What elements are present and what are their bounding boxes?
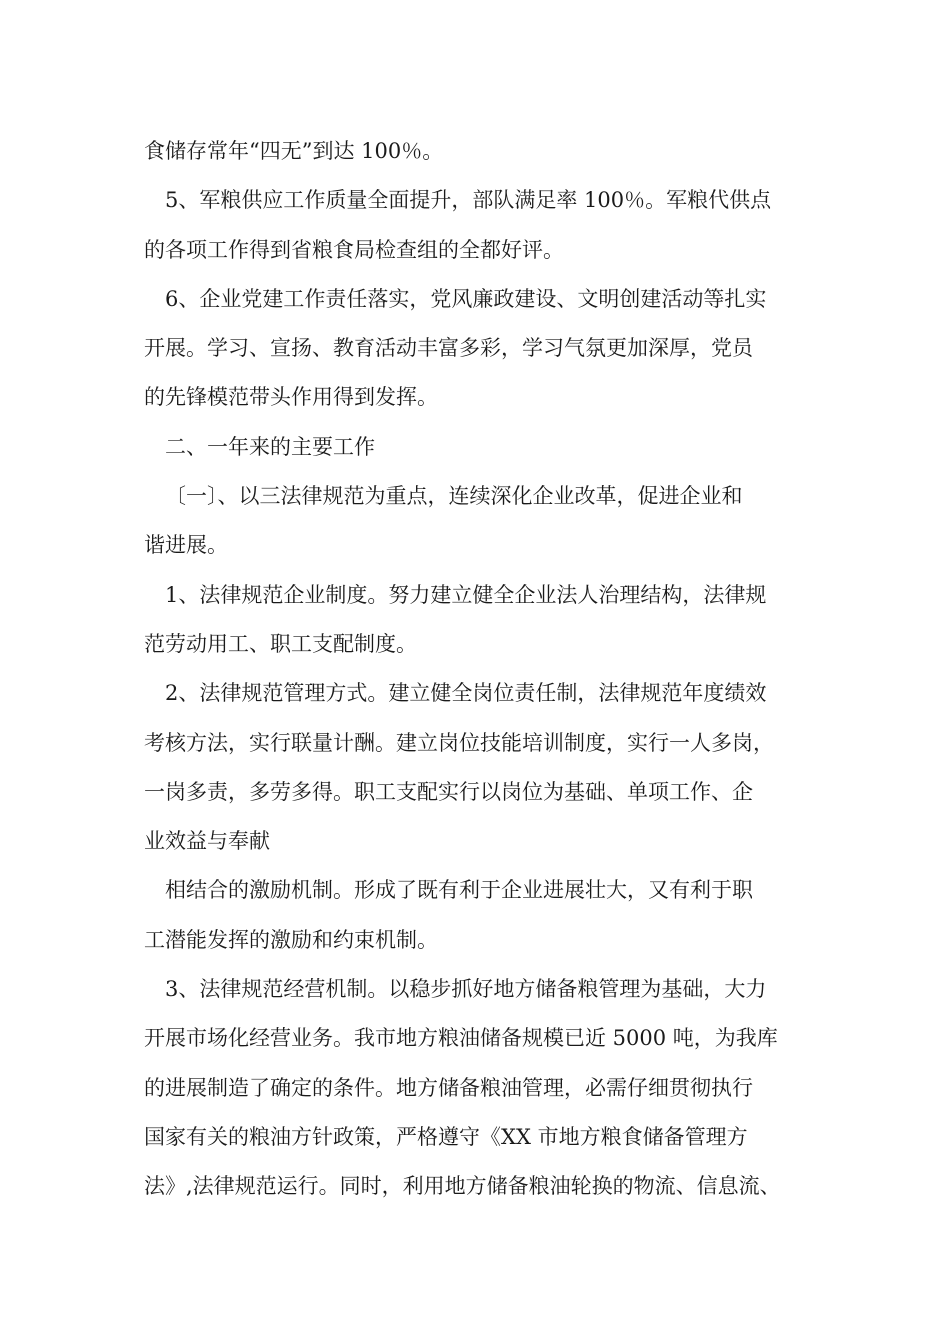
text-line: 业效益与奉献 [144,829,270,854]
text-line: 的各项工作得到省粮食局检查组的全都好评。 [144,237,564,262]
text-line: 工潜能发挥的激励和约束机制。 [144,927,438,952]
text-line: 国家有关的粮油方针政策，严格遵守《XX 市地方粮食储备管理方 [144,1124,748,1149]
text-line: 一岗多责，多劳多得。职工支配实行以岗位为基础、单项工作、企 [144,779,753,804]
paragraph-line: 6、企业党建工作责任落实，党风廉政建设、文明创建活动等扎实 [165,286,767,311]
section-heading: 二、一年来的主要工作 [165,434,375,459]
paragraph-line: 2、法律规范管理方式。建立健全岗位责任制，法律规范年度绩效 [165,681,767,706]
text-line: 范劳动用工、职工支配制度。 [144,631,417,656]
text-line: 的先锋模范带头作用得到发挥。 [144,385,438,410]
text-line: 开展市场化经营业务。我市地方粮油储备规模已近 5000 吨，为我库 [144,1026,778,1051]
text-line: 食储存常年“四无”到达 100％。 [144,139,444,163]
text-line: 开展。学习、宣扬、教育活动丰富多彩，学习气氛更加深厚，党员 [144,336,753,361]
paragraph-line: 5、军粮供应工作质量全面提升，部队满足率 100％。军粮代供点 [165,188,772,213]
text-line: 谐进展。 [144,533,228,558]
text-line: 考核方法，实行联量计酬。建立岗位技能培训制度，实行一人多岗， [144,730,774,755]
paragraph-line: 1、法律规范企业制度。努力建立健全企业法人治理结构，法律规 [165,582,767,607]
text-line: 法》,法律规范运行。同时，利用地方储备粮油轮换的物流、信息流、 [144,1174,781,1199]
document-page [144,127,824,1212]
paragraph-line: 3、法律规范经营机制。以稳步抓好地方储备粮管理为基础，大力 [165,977,767,1002]
paragraph-line: 相结合的激励机制。形成了既有利于企业进展壮大，又有利于职 [165,878,753,903]
text-line: 的进展制造了确定的条件。地方储备粮油管理，必需仔细贯彻执行 [144,1075,753,1100]
subsection-heading: 〔一〕、以三法律规范为重点，连续深化企业改革，促进企业和 [165,484,743,509]
